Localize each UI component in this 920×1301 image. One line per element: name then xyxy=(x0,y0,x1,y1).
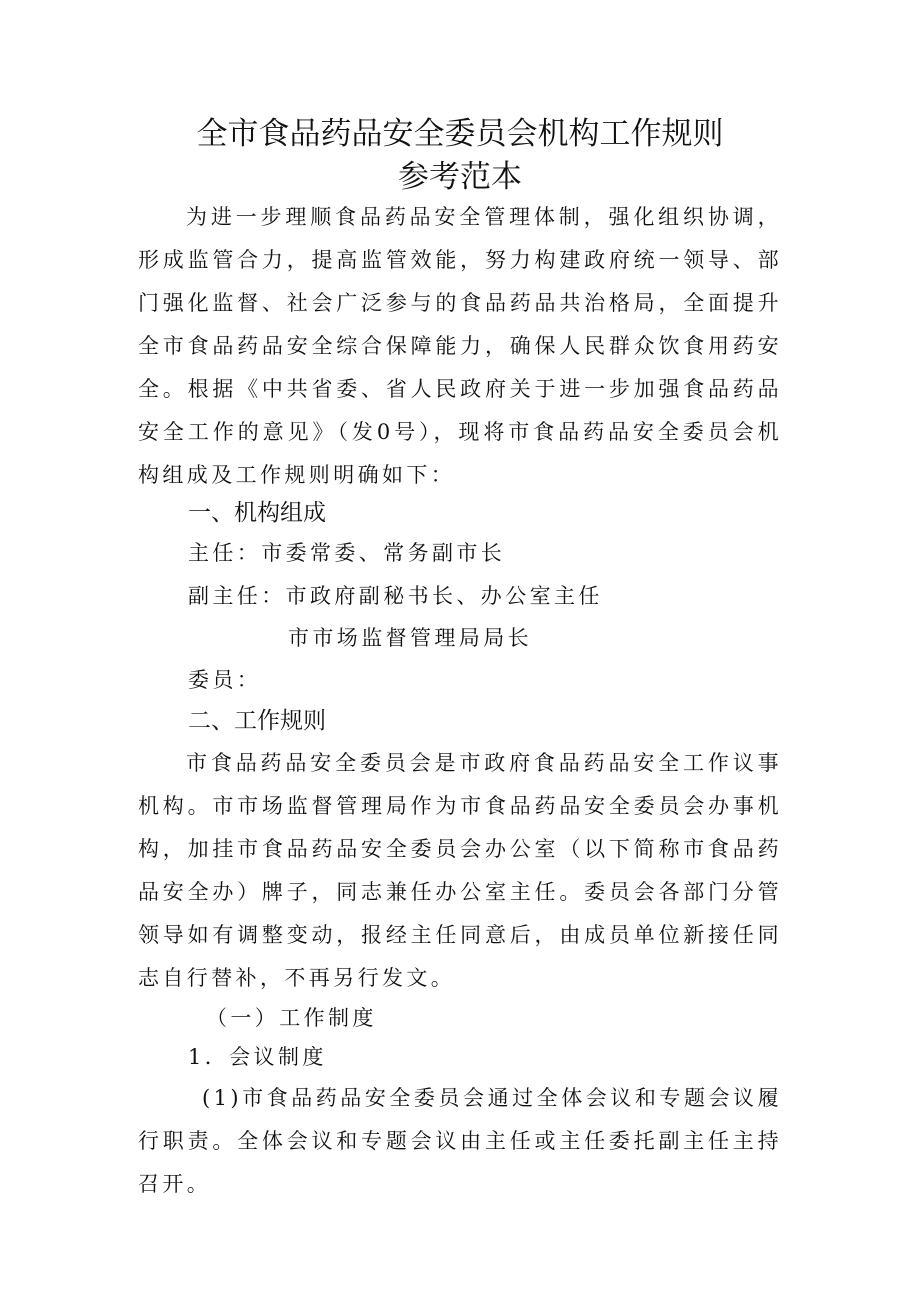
deputy-director-line-2: 市市场监督管理局局长 xyxy=(288,626,532,650)
rules-paragraph: 市食品药品安全委员会是市政府食品药品安全工作议事机构。市市场监督管理局作为市食品药品安全委员会办事机构，加挂市食品药品安全委员会办公室（以下简称市食品药品安全办）牌子，同志兼任办公室主任。委员会各部门分管领导如有调整变动，报经主任同意后，由成员单位新接任同志自行替补，不再另行发文。 xyxy=(138,751,782,990)
document-subtitle: 参考范本 xyxy=(398,159,522,195)
item-heading: 1．会议制度 xyxy=(188,1045,327,1069)
members-line: 委员： xyxy=(188,668,262,692)
section-heading-rules: 二、工作规则 xyxy=(188,708,326,734)
intro-paragraph: 为进一步理顺食品药品安全管理体制，强化组织协调，形成监管合力，提高监管效能，努力构建政府统一领导、部门强化监督、社会广泛参与的食品药品共治格局，全面提升全市食品药品安全综合保障能力，确保人民群众饮食用药安全。根据《中共省委、省人民政府关于进一步加强食品药品安全工作的意见》（发0号），现将市食品药品安全委员会机构组成及工作规则明确如下： xyxy=(138,205,782,487)
deputy-director-line: 副主任：市政府副秘书长、办公室主任 xyxy=(188,584,603,608)
section-heading-organization: 一、机构组成 xyxy=(188,500,326,526)
document-title: 全市食品药品安全委员会机构工作规则 xyxy=(196,116,724,152)
item-paragraph: (1)市食品药品安全委员会通过全体会议和专题会议履行职责。全体会议和专题会议由主任或主任委托副主任主持召开。 xyxy=(138,1086,782,1196)
director-line: 主任：市委常委、常务副市长 xyxy=(188,541,506,565)
subsection-heading: （一）工作制度 xyxy=(206,1006,377,1030)
